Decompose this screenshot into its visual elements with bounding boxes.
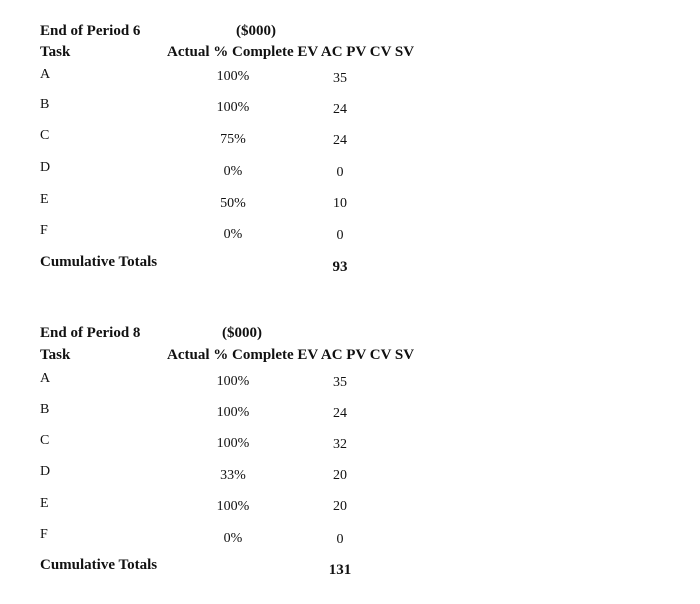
pct-complete: 33% bbox=[220, 468, 246, 483]
columns-header: Actual % Complete EV AC PV CV SV bbox=[167, 44, 415, 60]
totals-label: Cumulative Totals bbox=[40, 557, 158, 573]
pct-complete: 0% bbox=[223, 227, 243, 242]
pct-complete: 100% bbox=[216, 69, 250, 84]
task-label: B bbox=[40, 402, 50, 417]
task-label: D bbox=[40, 464, 51, 479]
task-label: D bbox=[40, 160, 51, 175]
task-label: F bbox=[40, 223, 48, 238]
ac-value: 35 bbox=[333, 375, 347, 390]
period-title: End of Period 8 bbox=[40, 325, 141, 341]
task-label: F bbox=[40, 527, 48, 542]
pct-complete: 100% bbox=[216, 374, 250, 389]
pct-complete: 75% bbox=[220, 132, 246, 147]
task-label: E bbox=[40, 192, 49, 207]
totals-label: Cumulative Totals bbox=[40, 254, 158, 270]
task-label: A bbox=[40, 67, 51, 82]
task-label: A bbox=[40, 371, 51, 386]
task-header: Task bbox=[40, 347, 71, 363]
ac-value: 35 bbox=[333, 71, 347, 86]
ac-value: 0 bbox=[336, 228, 344, 243]
ac-value: 20 bbox=[333, 468, 347, 483]
period-title: End of Period 6 bbox=[40, 23, 141, 39]
pct-complete: 0% bbox=[223, 531, 243, 546]
ac-value: 24 bbox=[333, 133, 347, 148]
task-label: B bbox=[40, 97, 50, 112]
pct-complete: 100% bbox=[216, 405, 250, 420]
pct-complete: 100% bbox=[216, 100, 250, 115]
pct-complete: 100% bbox=[216, 436, 250, 451]
task-label: E bbox=[40, 496, 49, 511]
unit-label: ($000) bbox=[236, 23, 276, 39]
ac-value: 32 bbox=[333, 437, 347, 452]
unit-label: ($000) bbox=[222, 325, 262, 341]
ac-value: 24 bbox=[333, 102, 347, 117]
totals-ac-value: 93 bbox=[332, 259, 348, 275]
totals-ac-value: 131 bbox=[328, 562, 352, 578]
task-label: C bbox=[40, 128, 50, 143]
period-8-section bbox=[0, 304, 700, 604]
columns-header: Actual % Complete EV AC PV CV SV bbox=[167, 347, 415, 363]
ac-value: 10 bbox=[333, 196, 347, 211]
pct-complete: 50% bbox=[220, 196, 246, 211]
task-header: Task bbox=[40, 44, 71, 60]
pct-complete: 100% bbox=[216, 499, 250, 514]
pct-complete: 0% bbox=[223, 164, 243, 179]
period-6-section bbox=[0, 0, 700, 300]
ac-value: 0 bbox=[336, 532, 344, 547]
ac-value: 20 bbox=[333, 499, 347, 514]
ac-value: 0 bbox=[336, 165, 344, 180]
task-label: C bbox=[40, 433, 50, 448]
ac-value: 24 bbox=[333, 406, 347, 421]
